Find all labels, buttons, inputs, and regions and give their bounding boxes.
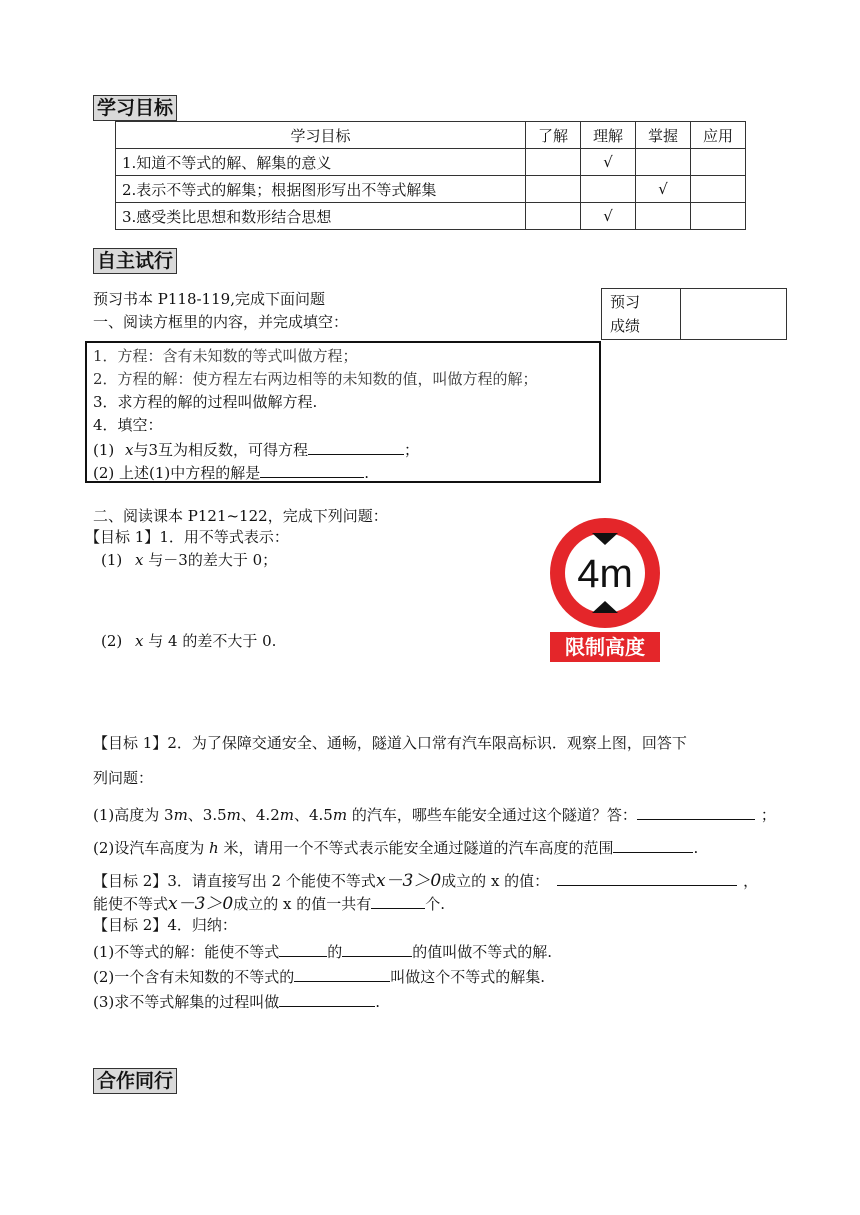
box-line-6: [93, 461, 369, 483]
variable-x: x: [135, 632, 144, 650]
part-text: 的: [327, 943, 343, 961]
part2-text: 与 4 的差不大于 0.: [148, 632, 277, 650]
part-text: 、4.5: [293, 806, 333, 824]
check-cell: [691, 203, 746, 230]
goal-2-q4-part2: [93, 965, 545, 987]
goal-tag: 【目标 2】: [93, 872, 168, 890]
part-text: 米，请用一个不等式表示能安全通过隧道的汽车高度的范围: [218, 839, 614, 857]
answer-blank[interactable]: [637, 803, 755, 820]
part-text: 、4.2: [240, 806, 280, 824]
unit-m: m: [173, 806, 188, 824]
x-values-blank[interactable]: [557, 869, 737, 886]
part-text: (3)求不等式解集的过程叫做: [93, 993, 280, 1011]
check-cell: [526, 149, 581, 176]
preview-instruction: 预习书本 P118-119,完成下面问题: [93, 290, 325, 308]
preview-score-label: [602, 289, 681, 340]
part-text: 、3.5: [187, 806, 227, 824]
goal-tag: 【目标 1】: [85, 528, 160, 546]
header-know: 了解: [526, 122, 581, 149]
height-limit-sign: [540, 508, 670, 668]
box-line-5-end: ；: [404, 441, 420, 459]
part-text: 成立的 x 的值一共有: [233, 895, 372, 913]
section-title-goals: 学习目标: [93, 95, 177, 121]
box-line-6-end: .: [364, 464, 370, 482]
box-line-5: [93, 438, 419, 460]
part-text: 的值叫做不等式的解.: [412, 943, 553, 961]
unit-m: m: [332, 806, 348, 824]
inequality-expression: x－3＞0: [168, 894, 234, 914]
goal-tag: 【目标 1】: [93, 734, 168, 752]
section-title-self-study: 自主试行: [93, 248, 177, 274]
part-text: (2)一个含有未知数的不等式的: [93, 968, 295, 986]
check-cell: [691, 176, 746, 203]
goals-table: [115, 121, 746, 230]
item-number: (1): [93, 441, 115, 459]
solution-blank[interactable]: [260, 461, 364, 478]
preview-score-table: [601, 288, 787, 340]
part-text: (1)高度为 3: [93, 806, 174, 824]
part-text: 3．请直接写出 2 个能使不等式: [167, 872, 376, 890]
unit-m: m: [279, 806, 294, 824]
sign-caption: 限制高度: [565, 635, 645, 659]
check-cell: [526, 176, 581, 203]
preview-score-input[interactable]: [681, 289, 787, 340]
solution-set-blank[interactable]: [294, 965, 390, 982]
part-end: ，: [743, 872, 759, 890]
preview-score-label-2: 成绩: [610, 317, 641, 335]
box-line-5-text: 与3互为相反数，可得方程: [133, 441, 309, 459]
goal-1-q1-part1: [101, 550, 277, 570]
goal-1-q2: [93, 733, 687, 753]
goal-cell: 1.知道不等式的解、解集的意义: [116, 149, 526, 176]
section-title-cooperation: 合作同行: [93, 1068, 177, 1094]
process-blank[interactable]: [279, 990, 375, 1007]
part1-text: 与－3的差大于 0；: [148, 551, 278, 569]
goal-2-q3-line2: [93, 892, 445, 914]
check-cell: [691, 149, 746, 176]
goal-1-q2-part2: [93, 836, 698, 858]
goals-table-header: [116, 122, 746, 149]
box-line-2: 2．方程的解：使方程左右两边相等的未知数的值，叫做方程的解；: [93, 370, 538, 388]
part-text: 能使不等式: [93, 895, 169, 913]
table-row: [116, 203, 746, 230]
part-text: 叫做这个不等式的解集.: [390, 968, 546, 986]
box-line-4: 4．填空：: [93, 416, 163, 434]
inequality-blank[interactable]: [613, 836, 693, 853]
variable-x: x: [135, 551, 144, 569]
goal-1-q2-part1: [93, 803, 776, 825]
question-1-intro: 一、阅读方框里的内容，并完成填空：: [93, 313, 349, 331]
unit-m: m: [226, 806, 241, 824]
item-number: (1): [101, 551, 123, 569]
table-row: [116, 176, 746, 203]
goal-1-q1: [85, 527, 289, 547]
part-text: 成立的 x 的值：: [441, 872, 550, 890]
goal-cell: 2.表示不等式的解集；根据图形写出不等式解集: [116, 176, 526, 203]
box-line-3: 3．求方程的解的过程叫做解方程.: [93, 393, 318, 411]
header-goal: 学习目标: [116, 122, 526, 149]
goal-1-q2-cont: 列问题：: [93, 769, 154, 787]
goal-tag: 【目标 2】: [93, 916, 168, 934]
goal-cell: 3.感受类比思想和数形结合思想: [116, 203, 526, 230]
header-apply: 应用: [691, 122, 746, 149]
goal-2-q4: [93, 915, 237, 935]
part-end: 个.: [425, 895, 446, 913]
box-line-6-text: (2) 上述(1)中方程的解是: [93, 464, 261, 482]
part-text: (1)不等式的解：能使不等式: [93, 943, 280, 961]
goal-2-q4-part3: [93, 990, 380, 1012]
goal-1-q1-text: 1．用不等式表示：: [159, 528, 289, 546]
inequality-expression: x－3＞0: [375, 871, 442, 891]
check-cell: √: [581, 149, 636, 176]
preview-score-label-1: 预习: [610, 293, 641, 311]
variable-x: x: [125, 441, 134, 459]
goal-1-q1-part2: [101, 631, 276, 651]
check-cell: [636, 203, 691, 230]
sign-value: 4m: [577, 552, 633, 596]
part-end: ；: [760, 806, 776, 824]
variable-h: h: [209, 839, 219, 857]
count-blank[interactable]: [371, 892, 425, 909]
part-end: .: [375, 993, 381, 1011]
check-cell: [636, 149, 691, 176]
table-row: [116, 149, 746, 176]
header-understand: 理解: [581, 122, 636, 149]
goal-1-q2-text: 2．为了保障交通安全、通畅，隧道入口常有汽车限高标识．观察上图，回答下: [167, 734, 687, 752]
part-text: 的汽车，哪些车能安全通过这个隧道？答：: [347, 806, 637, 824]
check-cell: [526, 203, 581, 230]
goal-2-q4-part1: [93, 940, 552, 962]
goal-2-q4-text: 4．归纳：: [167, 916, 237, 934]
part-text: (2)设汽车高度为: [93, 839, 210, 857]
box-line-1: 1．方程：含有未知数的等式叫做方程；: [93, 347, 358, 365]
check-cell: √: [581, 203, 636, 230]
question-2-intro: 二、阅读课本 P121~122，完成下列问题：: [93, 507, 388, 525]
item-number: (2): [101, 632, 123, 650]
part-end: .: [693, 839, 699, 857]
blank-2[interactable]: [342, 940, 412, 957]
check-cell: √: [636, 176, 691, 203]
blank-1[interactable]: [279, 940, 327, 957]
check-cell: [581, 176, 636, 203]
goal-2-q3: [93, 869, 758, 891]
header-master: 掌握: [636, 122, 691, 149]
equation-blank[interactable]: [308, 438, 404, 455]
